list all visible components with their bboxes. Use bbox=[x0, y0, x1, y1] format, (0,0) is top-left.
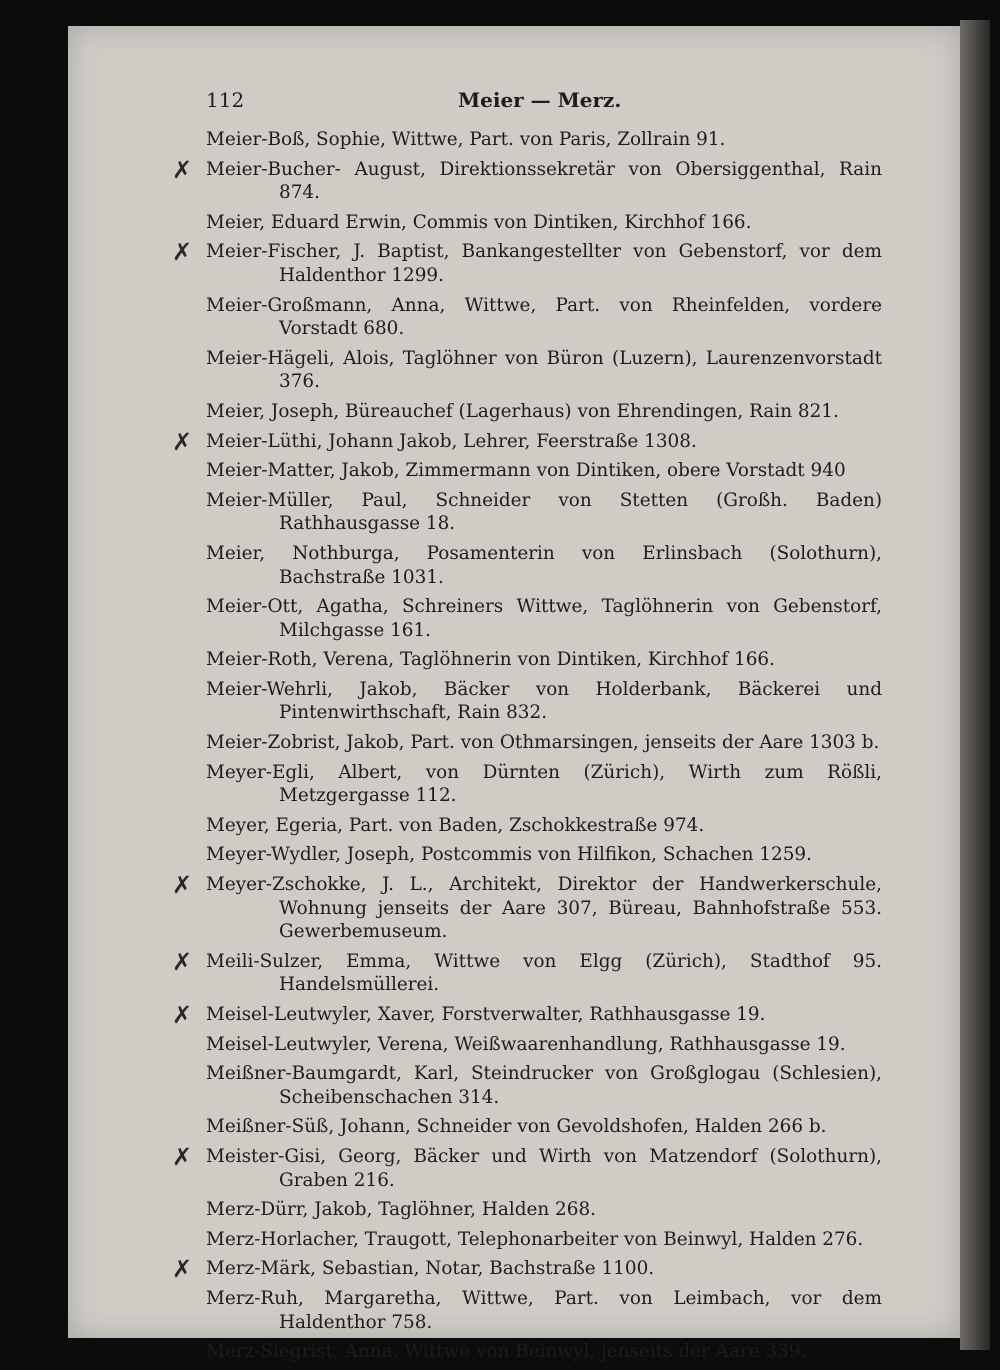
handwritten-x-mark bbox=[172, 489, 196, 513]
handwritten-x-mark bbox=[172, 814, 196, 838]
entry-text: Meier-Matter, Jakob, Zimmermann von Dintiken, obere Vorstadt 940 bbox=[206, 460, 846, 482]
entry-text: Meier, Eduard Erwin, Commis von Dintiken, Kirchhof 166. bbox=[206, 211, 752, 233]
directory-entry bbox=[206, 489, 882, 536]
page-number: 112 bbox=[206, 88, 245, 112]
entry-text: Meister-Gisi, Georg, Bäcker und Wirth von Matzendorf (Solothurn), Graben 216. bbox=[206, 1145, 882, 1191]
directory-entry bbox=[206, 814, 882, 838]
entry-text: Merz-Dürr, Jakob, Taglöhner, Halden 268. bbox=[206, 1199, 597, 1221]
entry-text: Meier-Lüthi, Johann Jakob, Lehrer, Feerstraße 1308. bbox=[206, 430, 697, 452]
directory-entry bbox=[206, 678, 882, 725]
handwritten-x-mark bbox=[172, 128, 196, 152]
directory-entry bbox=[206, 595, 882, 642]
handwritten-x-mark bbox=[172, 648, 196, 672]
directory-entry bbox=[206, 294, 882, 341]
directory-entry bbox=[206, 843, 882, 867]
entry-text: Merz-Märk, Sebastian, Notar, Bachstraße 1100. bbox=[206, 1258, 655, 1280]
directory-entry bbox=[206, 400, 882, 424]
handwritten-x-mark bbox=[172, 843, 196, 867]
directory-entries bbox=[172, 128, 882, 1370]
handwritten-x-mark bbox=[172, 761, 196, 785]
entry-text: Meier-Wehrli, Jakob, Bäcker von Holderbank, Bäckerei und Pintenwirthschaft, Rain 832. bbox=[206, 678, 882, 724]
directory-entry bbox=[206, 648, 882, 672]
directory-entry bbox=[172, 427, 882, 456]
entry-text: Merz-Siegrist, Anna, Wittwe von Beinwyl, jenseits der Aare 339. bbox=[206, 1341, 807, 1363]
entry-text: Meier-Ott, Agatha, Schreiners Wittwe, Taglöhnerin von Gebenstorf, Milchgasse 161. bbox=[206, 596, 882, 641]
handwritten-x-mark bbox=[172, 400, 196, 424]
entry-text: Meier-Boß, Sophie, Wittwe, Part. von Paris, Zollrain 91. bbox=[206, 129, 726, 150]
handwritten-x-mark bbox=[172, 211, 196, 235]
entry-text: Meißner-Baumgardt, Karl, Steindrucker von Großglogau (Schlesien), Scheibenschachen 314. bbox=[206, 1063, 882, 1108]
entry-text: Meier, Joseph, Büreauchef (Lagerhaus) von Ehrendingen, Rain 821. bbox=[206, 400, 839, 422]
handwritten-x-mark bbox=[172, 459, 196, 483]
entry-text: Meier-Fischer, J. Baptist, Bankangestellter von Gebenstorf, vor dem Haldenthor 1299. bbox=[206, 241, 882, 286]
handwritten-x-mark bbox=[172, 294, 196, 318]
entry-text: Merz-Horlacher, Traugott, Telephonarbeiter von Beinwyl, Halden 276. bbox=[206, 1228, 864, 1250]
entry-text: Meier-Müller, Paul, Schneider von Stetten (Großh. Baden) Rathhausgasse 18. bbox=[206, 489, 882, 535]
handwritten-x-mark bbox=[172, 1287, 196, 1311]
handwritten-x-mark: ✗ bbox=[172, 155, 193, 184]
entry-text: Meier-Bucher- August, Direktionssekretär von Obersiggenthal, Rain 874. bbox=[206, 158, 882, 204]
handwritten-x-mark bbox=[172, 1340, 196, 1364]
entry-text: Meili-Sulzer, Emma, Wittwe von Elgg (Zürich), Stadthof 95. Handelsmüllerei. bbox=[206, 950, 882, 996]
directory-entry bbox=[172, 947, 882, 997]
entry-text: Meier, Nothburga, Posamenterin von Erlinsbach (Solothurn), Bachstraße 1031. bbox=[206, 542, 882, 588]
directory-entry bbox=[206, 459, 882, 483]
directory-entry bbox=[206, 1033, 882, 1057]
handwritten-x-mark: ✗ bbox=[172, 947, 193, 976]
handwritten-x-mark bbox=[172, 542, 196, 566]
handwritten-x-mark: ✗ bbox=[172, 871, 193, 900]
handwritten-x-mark bbox=[172, 1228, 196, 1252]
handwritten-x-mark bbox=[172, 1033, 196, 1057]
directory-entry bbox=[172, 871, 882, 944]
handwritten-x-mark bbox=[172, 595, 196, 619]
directory-entry bbox=[172, 238, 882, 287]
directory-entry bbox=[206, 1340, 882, 1364]
book-spine-edge bbox=[960, 20, 990, 1350]
handwritten-x-mark: ✗ bbox=[172, 1142, 193, 1171]
handwritten-x-mark: ✗ bbox=[172, 427, 193, 456]
entry-text: Meier-Zobrist, Jakob, Part. von Othmarsingen, jenseits der Aare 1303 b. bbox=[206, 732, 880, 754]
running-title: Meier — Merz. bbox=[458, 88, 622, 112]
entry-text: Meisel-Leutwyler, Xaver, Forstverwalter, Rathhausgasse 19. bbox=[206, 1004, 766, 1025]
entry-text: Meier-Roth, Verena, Taglöhnerin von Dintiken, Kirchhof 166. bbox=[206, 649, 775, 671]
handwritten-x-mark bbox=[172, 678, 196, 702]
entry-text: Meyer-Egli, Albert, von Dürnten (Zürich), Wirth zum Rößli, Metzgergasse 112. bbox=[206, 761, 882, 807]
entry-text: Meier-Großmann, Anna, Wittwe, Part. von Rheinfelden, vordere Vorstadt 680. bbox=[206, 294, 882, 340]
directory-entry bbox=[172, 1142, 882, 1192]
directory-entry bbox=[206, 1198, 882, 1222]
entry-text: Meier-Hägeli, Alois, Taglöhner von Büron (Luzern), Laurenzenvorstadt 376. bbox=[206, 347, 882, 393]
directory-entry bbox=[206, 761, 882, 808]
directory-entry bbox=[172, 1001, 882, 1029]
handwritten-x-mark bbox=[172, 347, 196, 371]
entry-text: Merz-Ruh, Margaretha, Wittwe, Part. von Leimbach, vor dem Haldenthor 758. bbox=[206, 1287, 882, 1333]
directory-entry bbox=[206, 542, 882, 589]
handwritten-x-mark bbox=[172, 1198, 196, 1222]
directory-entry bbox=[206, 731, 882, 755]
entry-text: Meißner-Süß, Johann, Schneider von Gevoldshofen, Halden 266 b. bbox=[206, 1116, 827, 1138]
directory-entry bbox=[206, 211, 882, 235]
handwritten-x-mark: ✗ bbox=[172, 1001, 193, 1029]
entry-text: Meyer-Zschokke, J. L., Architekt, Direktor der Handwerkerschule, Wohnung jenseits der Aare 307, Büreau, Bahnhofstraße 553. Gewerbemuseum. bbox=[206, 874, 882, 943]
directory-entry bbox=[206, 1115, 882, 1139]
directory-entry bbox=[172, 1255, 882, 1284]
directory-entry bbox=[206, 1228, 882, 1252]
entry-text: Meyer, Egeria, Part. von Baden, Zschokkestraße 974. bbox=[206, 814, 705, 836]
entry-text: Meyer-Wydler, Joseph, Postcommis von Hilfikon, Schachen 1259. bbox=[206, 844, 812, 866]
handwritten-x-mark: ✗ bbox=[172, 238, 193, 267]
directory-entry bbox=[206, 128, 882, 152]
directory-entry bbox=[206, 347, 882, 394]
handwritten-x-mark bbox=[172, 1115, 196, 1139]
handwritten-x-mark bbox=[172, 731, 196, 755]
directory-entry bbox=[206, 1287, 882, 1334]
handwritten-x-mark: ✗ bbox=[172, 1255, 193, 1284]
entry-text: Meisel-Leutwyler, Verena, Weißwaarenhandlung, Rathhausgasse 19. bbox=[206, 1033, 846, 1055]
page-header bbox=[206, 88, 886, 114]
handwritten-x-mark bbox=[172, 1062, 196, 1086]
directory-entry bbox=[172, 155, 882, 205]
directory-entry bbox=[206, 1062, 882, 1109]
